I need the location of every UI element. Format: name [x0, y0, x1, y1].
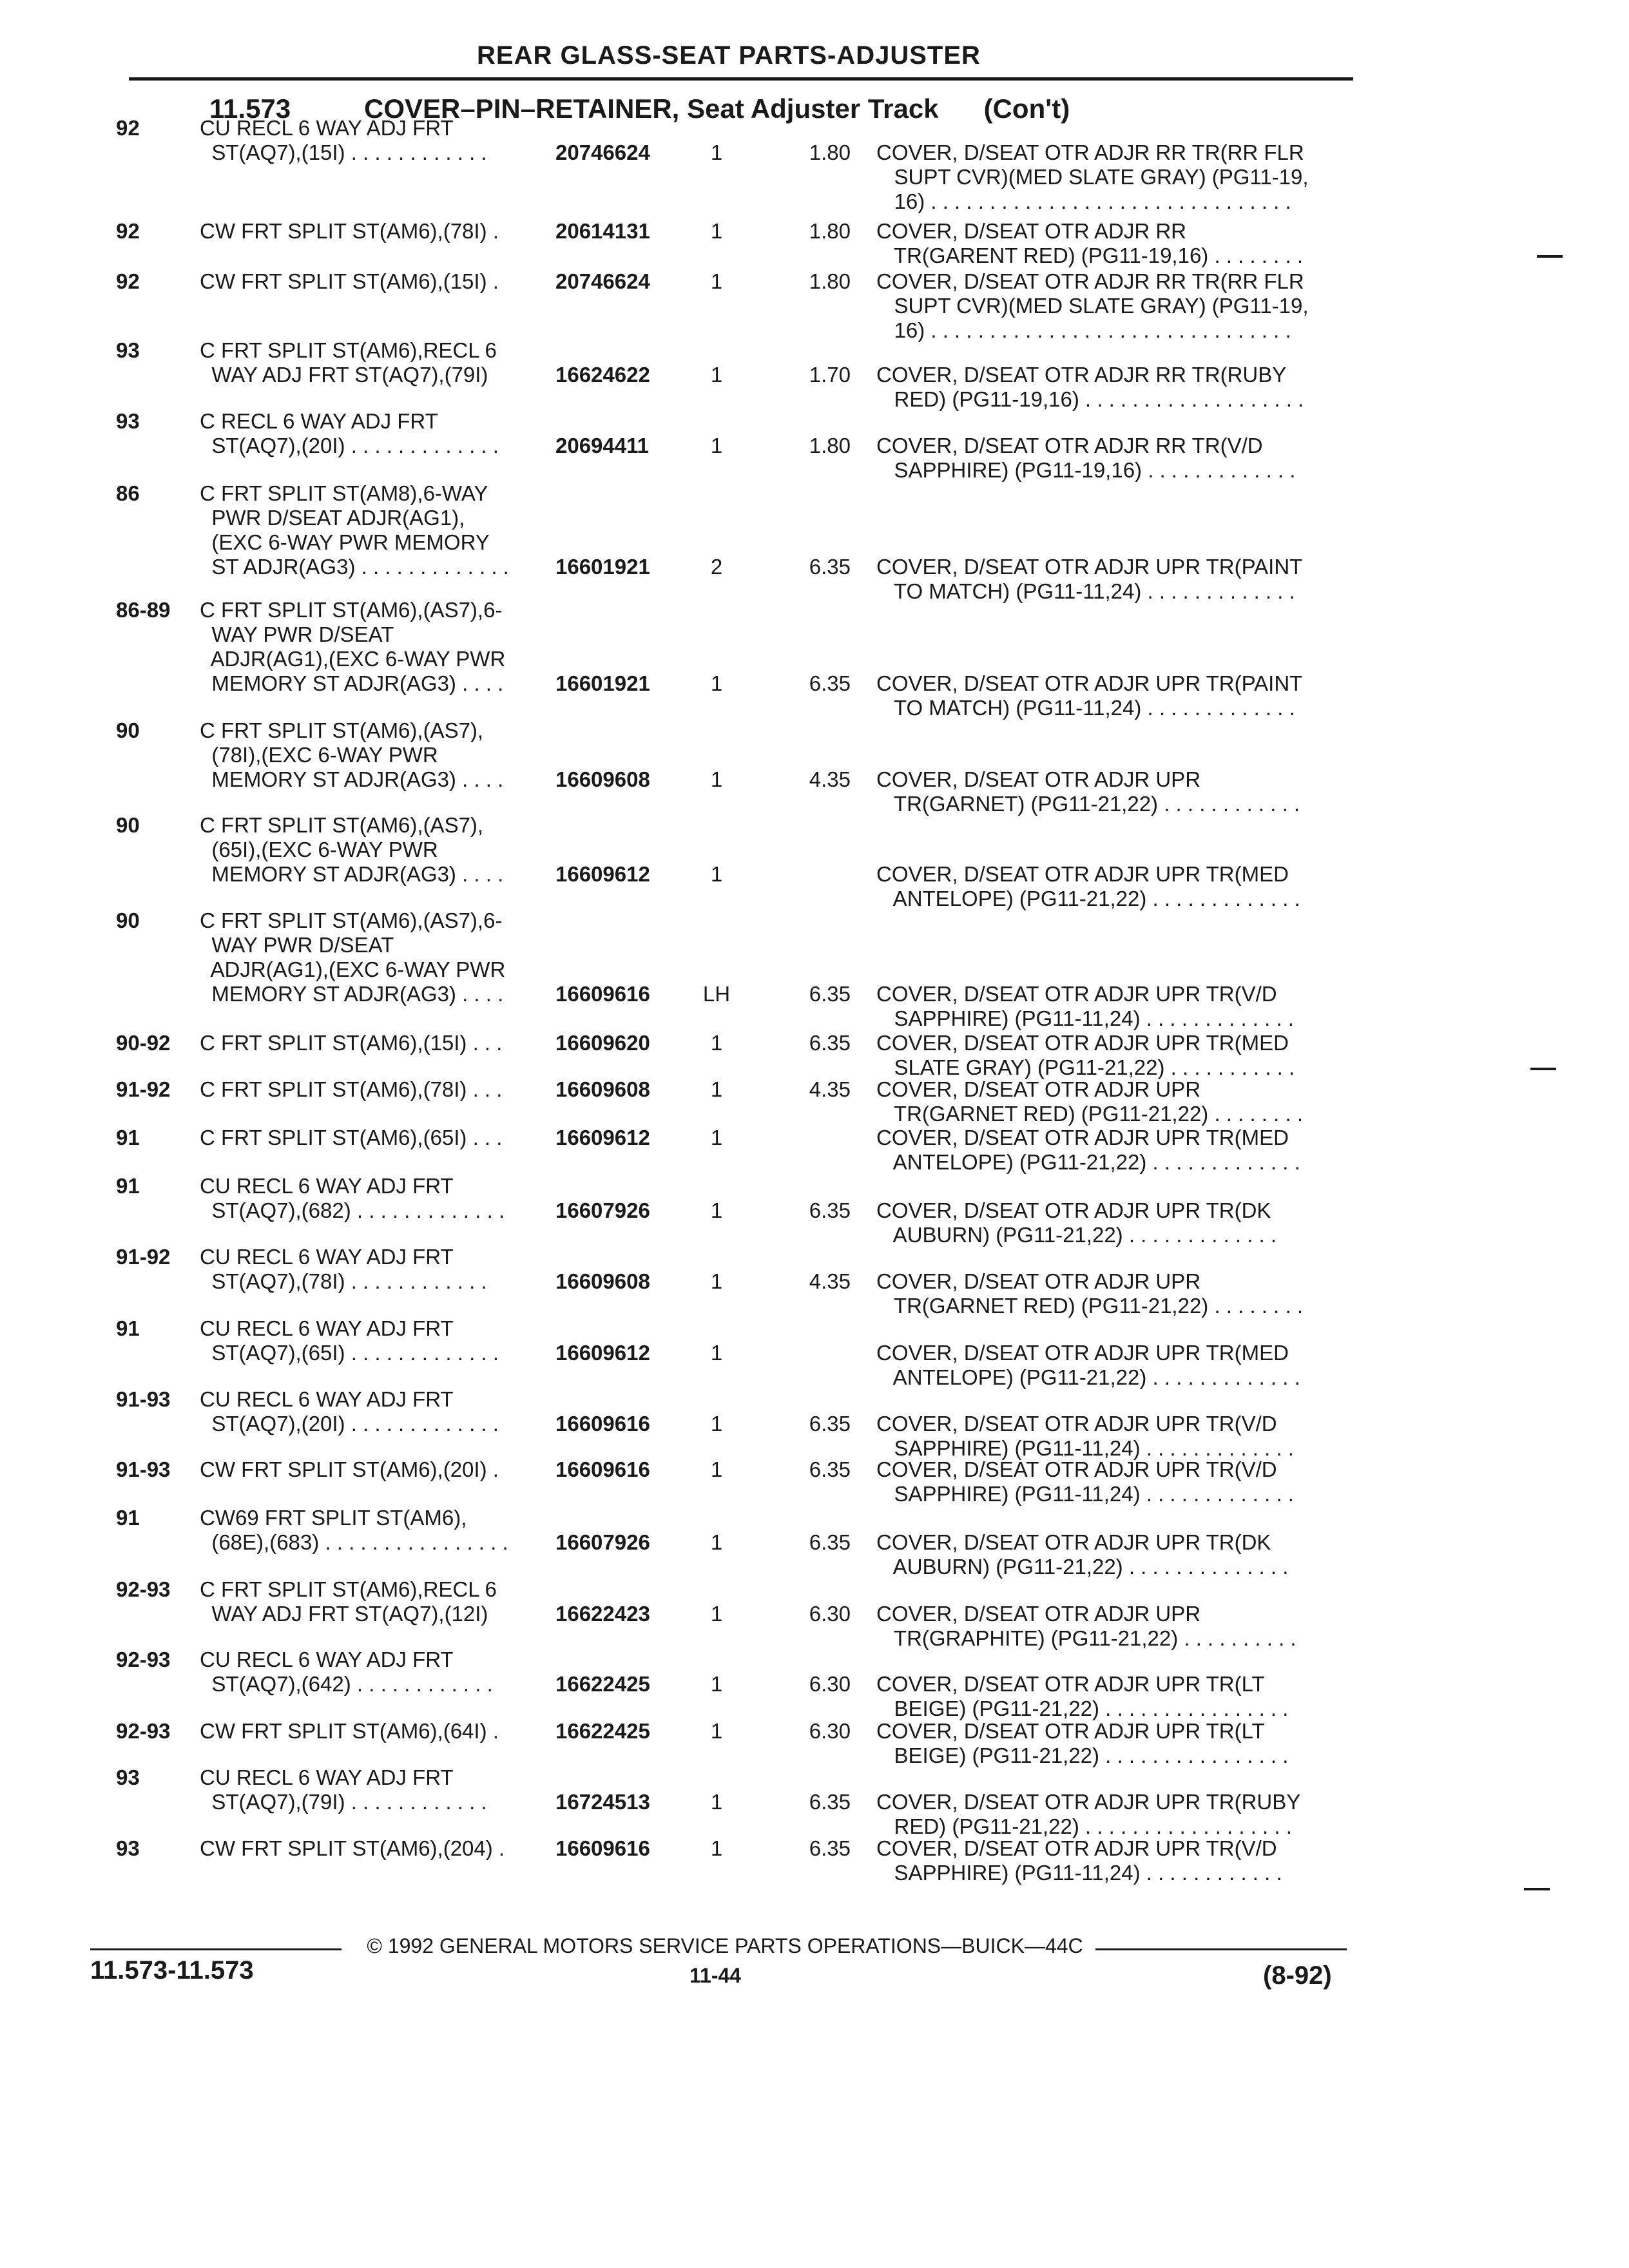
- part-description: COVER, D/SEAT OTR ADJR UPR TR(LT BEIGE) (PG11-21,22) . . . . . . . . . . . . . . . .: [876, 1672, 1289, 1720]
- application-description: C FRT SPLIT ST(AM6),(AS7),6- WAY PWR D/SEAT ADJR(AG1),(EXC 6-WAY PWR MEMORY ST ADJR(AG3) . . . .: [200, 598, 506, 695]
- price: 1.80: [809, 219, 851, 243]
- application-description: CW FRT SPLIT ST(AM6),(204) .: [200, 1836, 505, 1860]
- part-number: 20694411: [555, 434, 650, 457]
- part-description: COVER, D/SEAT OTR ADJR UPR TR(V/D SAPPHIRE) (PG11-11,24) . . . . . . . . . . . . .: [876, 982, 1294, 1030]
- quantity: LH: [702, 982, 731, 1006]
- quantity: 1: [710, 1198, 723, 1222]
- quantity: 1: [710, 862, 723, 886]
- quantity: 1: [710, 1602, 723, 1626]
- price: 6.35: [809, 555, 851, 579]
- model-year: 92: [116, 219, 140, 243]
- application-description: CU RECL 6 WAY ADJ FRT ST(AQ7),(65I) . . . . . . . . . . . . .: [200, 1316, 499, 1365]
- price: 6.35: [809, 1836, 851, 1860]
- part-description: COVER, D/SEAT OTR ADJR UPR TR(GRAPHITE) (PG11-21,22) . . . . . . . . . .: [876, 1602, 1296, 1650]
- price: 6.35: [809, 1412, 851, 1436]
- quantity: 1: [710, 1672, 723, 1696]
- section-continued: (Con't): [983, 93, 1070, 124]
- part-description: COVER, D/SEAT OTR ADJR UPR TR(MED SLATE GRAY) (PG11-21,22) . . . . . . . . . . .: [876, 1031, 1295, 1079]
- price: 1.80: [809, 434, 851, 457]
- price: 6.30: [809, 1719, 851, 1743]
- application-description: C FRT SPLIT ST(AM6),(AS7), (65I),(EXC 6-WAY PWR MEMORY ST ADJR(AG3) . . . .: [200, 813, 504, 886]
- margin-mark: [1530, 1068, 1556, 1070]
- part-number: 16622423: [555, 1602, 650, 1626]
- model-year: 91: [116, 1126, 140, 1149]
- part-number: 16601921: [555, 555, 650, 579]
- section-number: 11.573: [209, 93, 291, 124]
- footer-copyright: © 1992 GENERAL MOTORS SERVICE PARTS OPERATIONS—BUICK—44C: [367, 1934, 1083, 1957]
- model-year: 93: [116, 409, 140, 433]
- part-description: COVER, D/SEAT OTR ADJR UPR TR(GARNET) (PG11-21,22) . . . . . . . . . . . .: [876, 767, 1300, 816]
- application-description: CU RECL 6 WAY ADJ FRT ST(AQ7),(682) . . . . . . . . . . . . .: [200, 1174, 505, 1222]
- price: 4.35: [809, 1077, 851, 1101]
- part-number: 16622425: [555, 1672, 650, 1696]
- price: 4.35: [809, 767, 851, 791]
- quantity: 1: [710, 1077, 723, 1101]
- model-year: 90: [116, 908, 140, 932]
- model-year: 92-93: [116, 1577, 171, 1601]
- model-year: 93: [116, 338, 140, 362]
- model-year: 91: [116, 1506, 140, 1530]
- part-description: COVER, D/SEAT OTR ADJR UPR TR(PAINT TO MATCH) (PG11-11,24) . . . . . . . . . . . . .: [876, 671, 1303, 720]
- quantity: 1: [710, 767, 723, 791]
- part-number: 16609616: [555, 1836, 650, 1860]
- part-description: COVER, D/SEAT OTR ADJR UPR TR(MED ANTELOPE) (PG11-21,22) . . . . . . . . . . . . .: [876, 1341, 1300, 1389]
- model-year: 93: [116, 1836, 140, 1860]
- part-description: COVER, D/SEAT OTR ADJR UPR TR(RUBY RED) (PG11-21,22) . . . . . . . . . . . . . . . . . .: [876, 1790, 1301, 1838]
- model-year: 91: [116, 1174, 140, 1198]
- footer-rule-left: [90, 1948, 342, 1950]
- margin-mark: [1524, 1888, 1550, 1890]
- price: 6.30: [809, 1602, 851, 1626]
- model-year: 91-93: [116, 1387, 171, 1411]
- model-year: 90-92: [116, 1031, 171, 1055]
- price: 6.35: [809, 1198, 851, 1222]
- quantity: 1: [710, 1719, 723, 1743]
- footer-date: (8-92): [1263, 1961, 1332, 1990]
- application-description: C FRT SPLIT ST(AM6),RECL 6 WAY ADJ FRT ST(AQ7),(12I): [200, 1577, 497, 1626]
- application-description: C FRT SPLIT ST(AM6),(15I) . . .: [200, 1031, 503, 1055]
- model-year: 91: [116, 1316, 140, 1340]
- quantity: 1: [710, 140, 723, 164]
- application-description: CU RECL 6 WAY ADJ FRT ST(AQ7),(79I) . . . . . . . . . . . .: [200, 1765, 487, 1814]
- model-year: 91-93: [116, 1457, 171, 1481]
- quantity: 2: [710, 555, 723, 579]
- quantity: 1: [710, 363, 723, 387]
- part-description: COVER, D/SEAT OTR ADJR RR TR(GARENT RED) (PG11-19,16) . . . . . . . .: [876, 219, 1303, 267]
- quantity: 1: [710, 671, 723, 695]
- model-year: 90: [116, 718, 140, 742]
- part-number: 16609616: [555, 1412, 650, 1436]
- model-year: 91-92: [116, 1077, 171, 1101]
- model-year: 86-89: [116, 598, 171, 622]
- part-number: 20614131: [555, 219, 650, 243]
- part-number: 16609612: [555, 1126, 650, 1149]
- part-description: COVER, D/SEAT OTR ADJR RR TR(RR FLR SUPT CVR)(MED SLATE GRAY) (PG11-19, 16) . . . . . . . . . . . . . . . . . . . . . . . . . . . . . . .: [876, 140, 1309, 213]
- part-number: 16609608: [555, 1269, 650, 1293]
- quantity: 1: [710, 1457, 723, 1481]
- part-number: 16609608: [555, 1077, 650, 1101]
- part-number: 16624622: [555, 363, 650, 387]
- application-description: CU RECL 6 WAY ADJ FRT ST(AQ7),(20I) . . . . . . . . . . . . .: [200, 1387, 499, 1436]
- price: 1.70: [809, 363, 851, 387]
- section-name: COVER–PIN–RETAINER, Seat Adjuster Track: [364, 93, 939, 124]
- application-description: CU RECL 6 WAY ADJ FRT ST(AQ7),(15I) . . . . . . . . . . . .: [200, 116, 487, 164]
- application-description: C RECL 6 WAY ADJ FRT ST(AQ7),(20I) . . . . . . . . . . . . .: [200, 409, 499, 457]
- part-number: 16724513: [555, 1790, 650, 1814]
- application-description: CW69 FRT SPLIT ST(AM6), (68E),(683) . . . . . . . . . . . . . . . .: [200, 1506, 508, 1554]
- model-year: 92-93: [116, 1719, 171, 1743]
- quantity: 1: [710, 434, 723, 457]
- part-description: COVER, D/SEAT OTR ADJR UPR TR(GARNET RED) (PG11-21,22) . . . . . . . .: [876, 1077, 1303, 1126]
- model-year: 92: [116, 269, 140, 293]
- quantity: 1: [710, 1790, 723, 1814]
- model-year: 91-92: [116, 1245, 171, 1269]
- price: 6.35: [809, 671, 851, 695]
- quantity: 1: [710, 269, 723, 293]
- quantity: 1: [710, 1530, 723, 1554]
- part-number: 16609612: [555, 862, 650, 886]
- application-description: CW FRT SPLIT ST(AM6),(78I) .: [200, 219, 499, 243]
- part-description: COVER, D/SEAT OTR ADJR UPR TR(PAINT TO MATCH) (PG11-11,24) . . . . . . . . . . . . .: [876, 555, 1303, 603]
- price: 6.35: [809, 1457, 851, 1481]
- part-description: COVER, D/SEAT OTR ADJR UPR TR(MED ANTELOPE) (PG11-21,22) . . . . . . . . . . . . .: [876, 862, 1300, 910]
- quantity: 1: [710, 1341, 723, 1365]
- part-description: COVER, D/SEAT OTR ADJR UPR TR(LT BEIGE) (PG11-21,22) . . . . . . . . . . . . . . . .: [876, 1719, 1289, 1767]
- part-number: 16622425: [555, 1719, 650, 1743]
- application-description: CU RECL 6 WAY ADJ FRT ST(AQ7),(78I) . . . . . . . . . . . .: [200, 1245, 487, 1293]
- part-number: 20746624: [555, 140, 650, 164]
- model-year: 92-93: [116, 1648, 171, 1671]
- price: 6.30: [809, 1672, 851, 1696]
- application-description: C FRT SPLIT ST(AM6),(AS7),6- WAY PWR D/SEAT ADJR(AG1),(EXC 6-WAY PWR MEMORY ST ADJR(AG3) . . . .: [200, 908, 506, 1006]
- quantity: 1: [710, 1836, 723, 1860]
- application-description: CW FRT SPLIT ST(AM6),(20I) .: [200, 1457, 499, 1481]
- part-description: COVER, D/SEAT OTR ADJR UPR TR(V/D SAPPHIRE) (PG11-11,24) . . . . . . . . . . . .: [876, 1836, 1282, 1885]
- application-description: C FRT SPLIT ST(AM6),(AS7), (78I),(EXC 6-WAY PWR MEMORY ST ADJR(AG3) . . . .: [200, 718, 504, 791]
- application-description: CW FRT SPLIT ST(AM6),(64I) .: [200, 1719, 499, 1743]
- part-number: 16607926: [555, 1530, 650, 1554]
- margin-mark: [1537, 255, 1563, 258]
- price: 6.35: [809, 1031, 851, 1055]
- footer-section-range: 11.573-11.573: [90, 1956, 254, 1984]
- footer-rule-right: [1095, 1948, 1347, 1950]
- part-number: 16607926: [555, 1198, 650, 1222]
- part-number: 16609616: [555, 1457, 650, 1481]
- part-number: 16609608: [555, 767, 650, 791]
- part-description: COVER, D/SEAT OTR ADJR UPR TR(V/D SAPPHIRE) (PG11-11,24) . . . . . . . . . . . . .: [876, 1412, 1294, 1460]
- quantity: 1: [710, 1031, 723, 1055]
- model-year: 90: [116, 813, 140, 837]
- part-number: 16609612: [555, 1341, 650, 1365]
- part-description: COVER, D/SEAT OTR ADJR UPR TR(MED ANTELOPE) (PG11-21,22) . . . . . . . . . . . . .: [876, 1126, 1300, 1174]
- model-year: 92: [116, 116, 140, 140]
- price: 6.35: [809, 982, 851, 1006]
- part-number: 16601921: [555, 671, 650, 695]
- price: 6.35: [809, 1790, 851, 1814]
- application-description: C FRT SPLIT ST(AM6),(78I) . . .: [200, 1077, 503, 1101]
- part-description: COVER, D/SEAT OTR ADJR UPR TR(DK AUBURN) (PG11-21,22) . . . . . . . . . . . . .: [876, 1198, 1277, 1247]
- part-description: COVER, D/SEAT OTR ADJR RR TR(RR FLR SUPT CVR)(MED SLATE GRAY) (PG11-19, 16) . . . . . . . . . . . . . . . . . . . . . . . . . . . . . . .: [876, 269, 1309, 342]
- page-header-title: REAR GLASS-SEAT PARTS-ADJUSTER: [477, 41, 981, 70]
- part-description: COVER, D/SEAT OTR ADJR UPR TR(DK AUBURN) (PG11-21,22) . . . . . . . . . . . . . .: [876, 1530, 1289, 1579]
- application-description: C FRT SPLIT ST(AM6),(65I) . . .: [200, 1126, 503, 1149]
- model-year: 93: [116, 1765, 140, 1789]
- model-year: 86: [116, 481, 140, 505]
- quantity: 1: [710, 1126, 723, 1149]
- footer-page-number: 11-44: [689, 1964, 742, 1987]
- price: 4.35: [809, 1269, 851, 1293]
- part-number: 16609616: [555, 982, 650, 1006]
- quantity: 1: [710, 1269, 723, 1293]
- part-number: 20746624: [555, 269, 650, 293]
- application-description: C FRT SPLIT ST(AM8),6-WAY PWR D/SEAT ADJR(AG1), (EXC 6-WAY PWR MEMORY ST ADJR(AG3) . . . . . . . . . . . . .: [200, 481, 509, 579]
- price: 1.80: [809, 140, 851, 164]
- part-description: COVER, D/SEAT OTR ADJR RR TR(RUBY RED) (PG11-19,16) . . . . . . . . . . . . . . . . . . .: [876, 363, 1304, 411]
- application-description: C FRT SPLIT ST(AM6),RECL 6 WAY ADJ FRT ST(AQ7),(79I): [200, 338, 497, 387]
- price: 6.35: [809, 1530, 851, 1554]
- quantity: 1: [710, 1412, 723, 1436]
- part-number: 16609620: [555, 1031, 650, 1055]
- quantity: 1: [710, 219, 723, 243]
- part-description: COVER, D/SEAT OTR ADJR UPR TR(GARNET RED) (PG11-21,22) . . . . . . . .: [876, 1269, 1303, 1318]
- application-description: CU RECL 6 WAY ADJ FRT ST(AQ7),(642) . . . . . . . . . . . .: [200, 1648, 493, 1696]
- part-description: COVER, D/SEAT OTR ADJR RR TR(V/D SAPPHIRE) (PG11-19,16) . . . . . . . . . . . . .: [876, 434, 1296, 482]
- part-description: COVER, D/SEAT OTR ADJR UPR TR(V/D SAPPHIRE) (PG11-11,24) . . . . . . . . . . . . .: [876, 1457, 1294, 1506]
- price: 1.80: [809, 269, 851, 293]
- application-description: CW FRT SPLIT ST(AM6),(15I) .: [200, 269, 499, 293]
